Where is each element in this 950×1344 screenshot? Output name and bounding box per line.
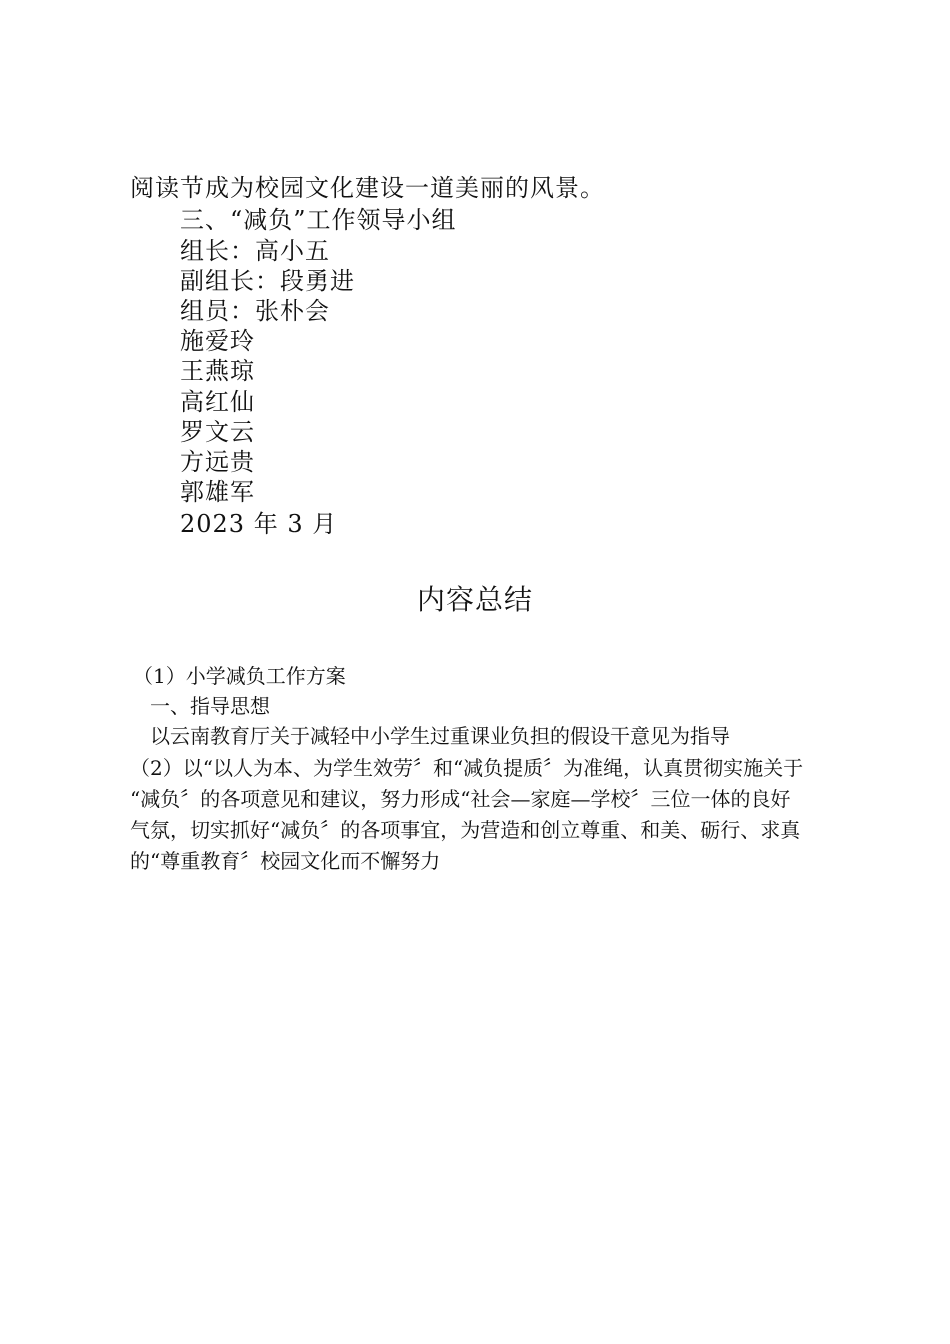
summary-line: 一、指导思想 xyxy=(150,694,270,718)
summary-line: 的“尊重教育〞校园文化而不懈努力 xyxy=(130,849,441,873)
member-name: 高红仙 xyxy=(180,388,255,416)
document-date: 2023 年 3 月 xyxy=(180,510,338,538)
group-leader-line: 组长：高小五 xyxy=(180,237,330,265)
summary-line: 气氛，切实抓好“减负〞的各项事宜，为营造和创立尊重、和美、砺行、求真 xyxy=(130,818,801,842)
deputy-leader-line: 副组长：段勇进 xyxy=(180,267,355,295)
summary-title: 内容总结 xyxy=(416,583,533,616)
summary-line: （2）以“以人为本、为学生效劳〞和“减负提质〞为准绳，认真贯彻实施关于 xyxy=(130,756,804,780)
summary-line: （1）小学减负工作方案 xyxy=(133,664,346,688)
section-heading-leadership-group: 三、“减负”工作领导小组 xyxy=(180,206,457,234)
member-name: 施爱玲 xyxy=(180,327,255,355)
member-name: 王燕琼 xyxy=(180,357,255,385)
member-name: 郭雄军 xyxy=(180,478,255,506)
members-line: 组员：张朴会 xyxy=(180,297,330,325)
member-name: 罗文云 xyxy=(180,418,255,446)
summary-line: “减负〞的各项意见和建议，努力形成“社会—家庭—学校〞三位一体的良好 xyxy=(130,787,791,811)
body-line-reading-festival: 阅读节成为校园文化建设一道美丽的风景。 xyxy=(130,174,605,202)
member-name: 方远贵 xyxy=(180,448,255,476)
summary-line: 以云南教育厅关于减轻中小学生过重课业负担的假设干意见为指导 xyxy=(150,724,730,748)
